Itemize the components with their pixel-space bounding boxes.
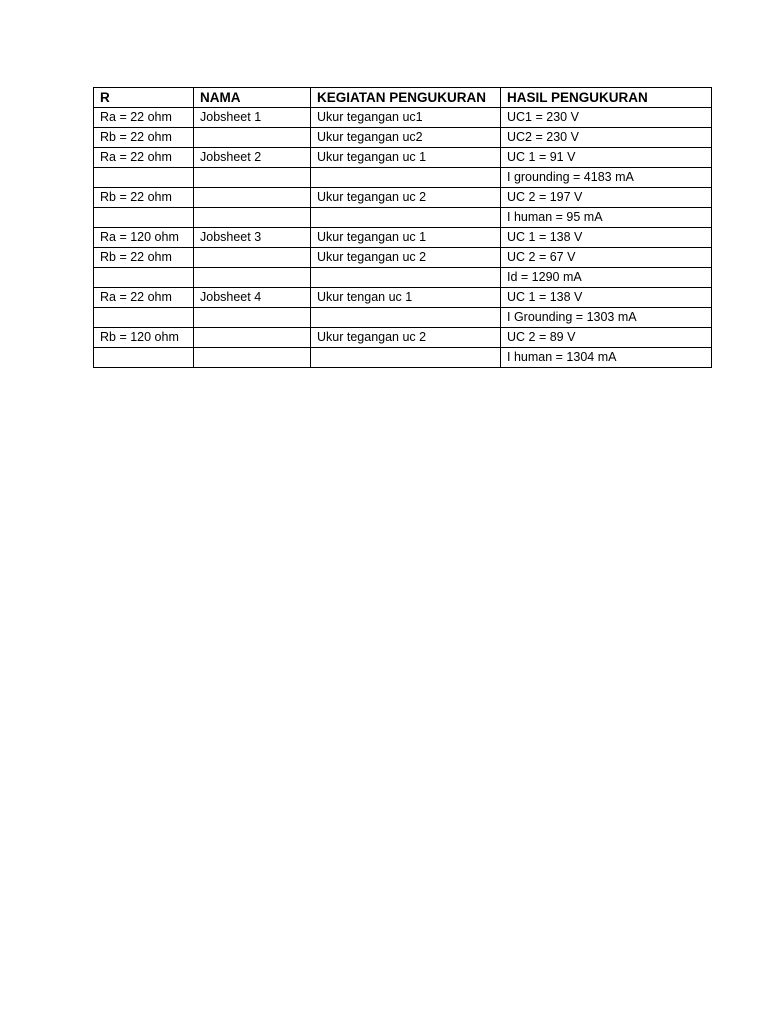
header-r: R xyxy=(94,88,194,108)
cell-hasil: UC 1 = 138 V xyxy=(501,288,712,308)
cell-nama xyxy=(194,168,311,188)
cell-kegiatan: Ukur tegangan uc 1 xyxy=(311,228,501,248)
table-row xyxy=(94,108,712,128)
cell-kegiatan: Ukur tegangan uc2 xyxy=(311,128,501,148)
table-header-row xyxy=(94,88,712,108)
cell-kegiatan: Ukur tegangan uc 1 xyxy=(311,148,501,168)
table-row xyxy=(94,348,712,368)
cell-hasil: UC 1 = 91 V xyxy=(501,148,712,168)
table-row xyxy=(94,328,712,348)
cell-r xyxy=(94,348,194,368)
cell-r xyxy=(94,168,194,188)
table-row xyxy=(94,228,712,248)
cell-kegiatan xyxy=(311,208,501,228)
cell-r xyxy=(94,308,194,328)
table-row xyxy=(94,268,712,288)
cell-kegiatan: Ukur tegangan uc 2 xyxy=(311,248,501,268)
cell-r xyxy=(94,268,194,288)
cell-r: Rb = 120 ohm xyxy=(94,328,194,348)
cell-nama xyxy=(194,268,311,288)
cell-kegiatan: Ukur tegangan uc 2 xyxy=(311,328,501,348)
cell-hasil: UC 1 = 138 V xyxy=(501,228,712,248)
cell-nama xyxy=(194,208,311,228)
cell-r: Ra = 120 ohm xyxy=(94,228,194,248)
cell-r: Rb = 22 ohm xyxy=(94,188,194,208)
cell-r: Ra = 22 ohm xyxy=(94,288,194,308)
cell-r: Rb = 22 ohm xyxy=(94,128,194,148)
cell-kegiatan: Ukur tegangan uc 2 xyxy=(311,188,501,208)
table-row xyxy=(94,308,712,328)
table-row xyxy=(94,248,712,268)
cell-kegiatan: Ukur tegangan uc1 xyxy=(311,108,501,128)
cell-r: Ra = 22 ohm xyxy=(94,148,194,168)
cell-hasil: Id = 1290 mA xyxy=(501,268,712,288)
table-row xyxy=(94,148,712,168)
cell-r: Ra = 22 ohm xyxy=(94,108,194,128)
cell-hasil: UC2 = 230 V xyxy=(501,128,712,148)
cell-hasil: I human = 95 mA xyxy=(501,208,712,228)
header-hasil-pengukuran: HASIL PENGUKURAN xyxy=(501,88,712,108)
table-row xyxy=(94,208,712,228)
cell-hasil: UC 2 = 89 V xyxy=(501,328,712,348)
cell-r: Rb = 22 ohm xyxy=(94,248,194,268)
cell-nama xyxy=(194,188,311,208)
cell-kegiatan xyxy=(311,308,501,328)
cell-kegiatan xyxy=(311,168,501,188)
cell-hasil: UC1 = 230 V xyxy=(501,108,712,128)
cell-nama: Jobsheet 3 xyxy=(194,228,311,248)
cell-nama xyxy=(194,248,311,268)
cell-kegiatan xyxy=(311,268,501,288)
cell-nama xyxy=(194,128,311,148)
header-kegiatan-pengukuran: KEGIATAN PENGUKURAN xyxy=(311,88,501,108)
cell-kegiatan xyxy=(311,348,501,368)
cell-hasil: UC 2 = 197 V xyxy=(501,188,712,208)
cell-nama: Jobsheet 2 xyxy=(194,148,311,168)
header-nama: NAMA xyxy=(194,88,311,108)
cell-hasil: I grounding = 4183 mA xyxy=(501,168,712,188)
measurement-table xyxy=(93,87,712,368)
cell-nama: Jobsheet 1 xyxy=(194,108,311,128)
cell-nama xyxy=(194,328,311,348)
cell-r xyxy=(94,208,194,228)
cell-nama: Jobsheet 4 xyxy=(194,288,311,308)
table-row xyxy=(94,168,712,188)
table-row xyxy=(94,188,712,208)
cell-hasil: I human = 1304 mA xyxy=(501,348,712,368)
table-row xyxy=(94,128,712,148)
cell-kegiatan: Ukur tengan uc 1 xyxy=(311,288,501,308)
table-row xyxy=(94,288,712,308)
cell-nama xyxy=(194,348,311,368)
cell-hasil: UC 2 = 67 V xyxy=(501,248,712,268)
cell-nama xyxy=(194,308,311,328)
cell-hasil: I Grounding = 1303 mA xyxy=(501,308,712,328)
